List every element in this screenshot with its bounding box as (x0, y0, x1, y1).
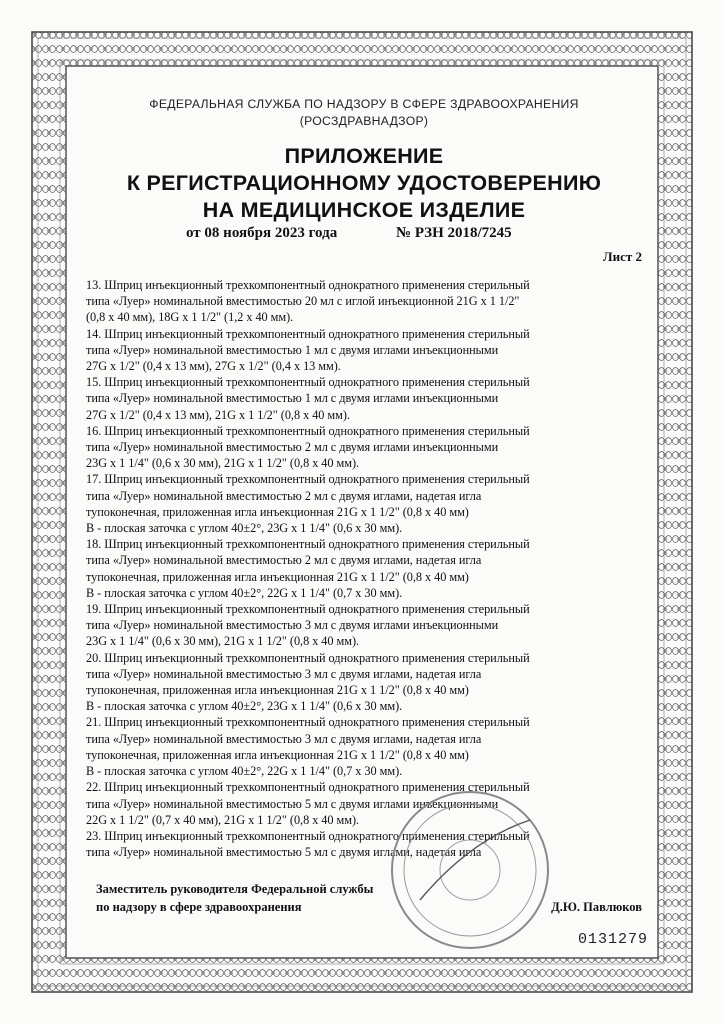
registration-number: № РЗН 2018/7245 (396, 225, 512, 241)
list-item (86, 714, 642, 779)
item-line: 27G x 1/2" (0,4 x 13 мм), 21G x 1 1/2" (0,8 x 40 мм). (86, 407, 350, 422)
title-line-2: К РЕГИСТРАЦИОННОМУ УДОСТОВЕРЕНИЮ (126, 171, 602, 195)
agency-line-1: ФЕДЕРАЛЬНАЯ СЛУЖБА ПО НАДЗОРУ В СФЕРЕ ЗДРАВООХРАНЕНИЯ (149, 97, 579, 111)
signature-block (96, 880, 642, 916)
sheet-number: Лист 2 (602, 249, 642, 264)
list-item (86, 601, 642, 650)
item-line: 15. Шприц инъекционный трехкомпонентный однократного применения стерильный (86, 375, 530, 390)
item-line: (0,8 x 40 мм), 18G x 1 1/2" (1,2 x 40 мм). (86, 310, 294, 325)
title-line-3: НА МЕДИЦИНСКОЕ ИЗДЕЛИЕ (202, 198, 526, 222)
list-item (86, 423, 642, 472)
item-line: типа «Луер» номинальной вместимостью 2 мл с двумя иглами, надетая игла (86, 553, 482, 568)
item-line: 18. Шприц инъекционный трехкомпонентный однократного применения стерильный (86, 537, 530, 552)
list-item (86, 536, 642, 601)
agency-line-2: (РОСЗДРАВНАДЗОР) (299, 114, 429, 128)
item-line: 21. Шприц инъекционный трехкомпонентный однократного применения стерильный (86, 715, 530, 730)
item-line: типа «Луер» номинальной вместимостью 3 мл с двумя иглами, надетая игла (86, 731, 482, 746)
item-line: 16. Шприц инъекционный трехкомпонентный однократного применения стерильный (86, 423, 530, 438)
list-item (86, 326, 642, 375)
issue-date: от 08 ноября 2023 года (186, 225, 338, 241)
signatory-name: Д.Ю. Павлюков (551, 900, 642, 914)
item-line: типа «Луер» номинальной вместимостью 3 мл с двумя иглами, надетая игла (86, 666, 482, 681)
item-line: В - плоская заточка с углом 40±2°, 23G x 1 1/4" (0,6 x 30 мм). (86, 699, 403, 714)
item-line: типа «Луер» номинальной вместимостью 5 мл с двумя иглами инъекционными (86, 796, 499, 811)
list-item (86, 650, 642, 715)
item-line: 23G x 1 1/4" (0,6 x 30 мм), 21G x 1 1/2" (0,8 x 40 мм). (86, 634, 360, 649)
item-line: 27G x 1/2" (0,4 x 13 мм), 27G x 1/2" (0,4 x 13 мм). (86, 359, 341, 374)
item-line: типа «Луер» номинальной вместимостью 20 мл с иглой инъекционной 21G x 1 1/2" (86, 294, 520, 309)
item-line: типа «Луер» номинальной вместимостью 1 мл с двумя иглами инъекционными (86, 391, 499, 406)
item-line: 22G x 1 1/2" (0,7 x 40 мм), 21G x 1 1/2" (0,8 x 40 мм). (86, 812, 360, 827)
item-line: типа «Луер» номинальной вместимостью 1 мл с двумя иглами инъекционными (86, 342, 499, 357)
item-line: 23G x 1 1/4" (0,6 x 30 мм), 21G x 1 1/2" (0,8 x 40 мм). (86, 456, 360, 471)
item-line: типа «Луер» номинальной вместимостью 2 мл с двумя иглами, надетая игла (86, 488, 482, 503)
title-line-1: ПРИЛОЖЕНИЕ (284, 144, 444, 168)
item-line: В - плоская заточка с углом 40±2°, 22G x 1 1/4" (0,7 x 30 мм). (86, 764, 403, 779)
signatory-title-line-1: Заместитель руководителя Федеральной службы (96, 882, 374, 896)
item-line: 22. Шприц инъекционный трехкомпонентный однократного применения стерильный (86, 780, 530, 795)
item-line: типа «Луер» номинальной вместимостью 2 мл с двумя иглами инъекционными (86, 440, 499, 455)
item-line: В - плоская заточка с углом 40±2°, 23G x 1 1/4" (0,6 x 30 мм). (86, 521, 403, 536)
item-line: 17. Шприц инъекционный трехкомпонентный однократного применения стерильный (86, 472, 530, 487)
item-line: типа «Луер» номинальной вместимостью 5 мл с двумя иглами, надетая игла (86, 845, 482, 860)
date-number-row (86, 225, 642, 247)
item-line: тупоконечная, приложенная игла инъекционная 21G x 1 1/2" (0,8 x 40 мм) (86, 569, 469, 584)
document-title (86, 143, 642, 224)
item-line: 14. Шприц инъекционный трехкомпонентный однократного применения стерильный (86, 326, 530, 341)
list-item (86, 277, 642, 326)
official-stamp (380, 780, 560, 960)
items-list (86, 277, 642, 860)
list-item (86, 374, 642, 423)
serial-number: 0131279 (578, 931, 649, 948)
signatory-title-line-2: по надзору в сфере здравоохранения (96, 900, 302, 914)
item-line: тупоконечная, приложенная игла инъекционная 21G x 1 1/2" (0,8 x 40 мм) (86, 747, 469, 762)
item-line: 23. Шприц инъекционный трехкомпонентный однократного применения стерильный (86, 828, 530, 843)
item-line: 20. Шприц инъекционный трехкомпонентный однократного применения стерильный (86, 650, 530, 665)
document-content (86, 96, 642, 860)
item-line: 19. Шприц инъекционный трехкомпонентный однократного применения стерильный (86, 602, 530, 617)
item-line: В - плоская заточка с углом 40±2°, 22G x 1 1/4" (0,7 x 30 мм). (86, 585, 403, 600)
item-line: типа «Луер» номинальной вместимостью 3 мл с двумя иглами инъекционными (86, 618, 499, 633)
item-line: тупоконечная, приложенная игла инъекционная 21G x 1 1/2" (0,8 x 40 мм) (86, 683, 469, 698)
item-line: тупоконечная, приложенная игла инъекционная 21G x 1 1/2" (0,8 x 40 мм) (86, 504, 469, 519)
list-item (86, 471, 642, 536)
item-line: 13. Шприц инъекционный трехкомпонентный однократного применения стерильный (86, 278, 530, 292)
